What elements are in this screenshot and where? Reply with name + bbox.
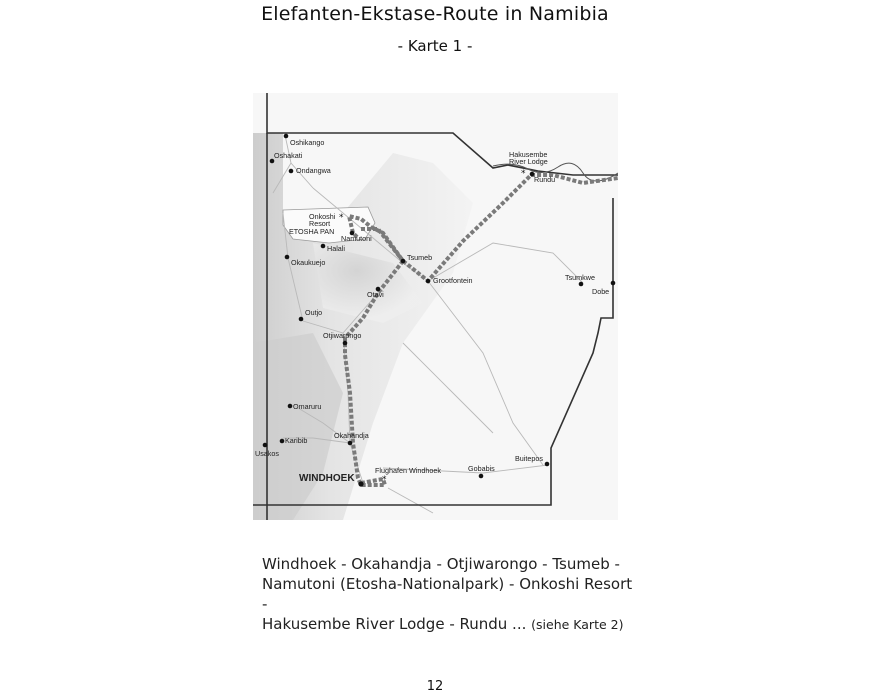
place-label-ondangwa: Ondangwa [296,166,331,175]
place-label-okahandja: Okahandja [334,431,369,440]
town-dot [343,341,348,346]
place-etosha-pan [289,227,334,236]
place-label-otjiwarongo: Otjiwarongo [323,331,362,340]
place-label-omaruru: Omaruru [293,402,322,411]
town-dot [579,282,584,287]
caption-line-3-text: Hakusembe River Lodge - Rundu ... [262,615,527,633]
town-dot [285,255,290,260]
place-label-onkoshi-2: Resort [309,219,331,228]
place-label-rundu: Rundu [534,175,556,184]
page-title: Elefanten-Ekstase-Route in Namibia [261,3,609,25]
route-map [253,93,618,520]
place-label-dobe: Dobe [592,287,610,296]
place-label-flughafen: Flughafen Windhoek [375,466,441,475]
lodge-star-icon: * [339,213,344,223]
place-label-hakusembe: Hakusembe [509,150,548,159]
place-label-halali: Halali [327,244,345,253]
map-svg [253,93,618,520]
town-dot [288,404,293,409]
place-label-tsumkwe: Tsumkwe [565,273,595,282]
town-dot [545,462,550,467]
place-grootfontein [426,276,473,285]
town-dot [289,169,294,174]
town-dot [299,317,304,322]
place-label-windhoek: WINDHOEK [299,473,355,484]
caption-line-1: Windhoek - Okahandja - Otjiwarongo - Tsumeb - [262,555,620,573]
place-omaruru [288,402,322,411]
place-label-karibib: Karibib [285,436,308,445]
town-dot [401,259,406,264]
page-number: 12 [426,679,444,694]
town-dot [284,134,289,139]
place-label-grootfontein: Grootfontein [433,276,473,285]
lodge-star-icon: * [521,169,526,179]
town-dot [479,474,484,479]
place-label-okaukuejo: Okaukuejo [291,258,326,267]
capital-dot [358,481,363,486]
place-label-tsumeb: Tsumeb [407,253,433,262]
town-dot [611,281,616,286]
place-label-usakos: Usakos [255,449,279,458]
place-label-outjo: Outjo [305,308,323,317]
caption-line-3 [262,614,642,635]
place-label-oshakati: Oshakati [274,151,303,160]
place-label-hakusembe-2: River Lodge [509,157,548,166]
airport-star-icon: * [382,475,387,485]
place-label-otavi: Otavi [367,290,384,299]
town-dot [280,439,285,444]
place-label-etosha-pan: ETOSHA PAN [289,227,335,236]
town-dot [426,279,431,284]
map-subtitle: - Karte 1 - [397,37,473,55]
caption-note: (siehe Karte 2) [531,617,624,632]
town-dot [321,244,326,249]
caption-line-2: Namutoni (Etosha-Nationalpark) - Onkoshi Resort - [262,575,633,613]
route-caption [262,554,642,635]
place-label-gobabis: Gobabis [468,464,495,473]
place-label-oshikango: Oshikango [290,138,325,147]
place-label-namutoni: Namutoni [341,234,372,243]
town-dot [263,443,268,448]
place-label-onkoshi: Onkoshi [309,212,336,221]
place-label-buitepos: Buitepos [515,454,543,463]
town-dot [348,441,353,446]
